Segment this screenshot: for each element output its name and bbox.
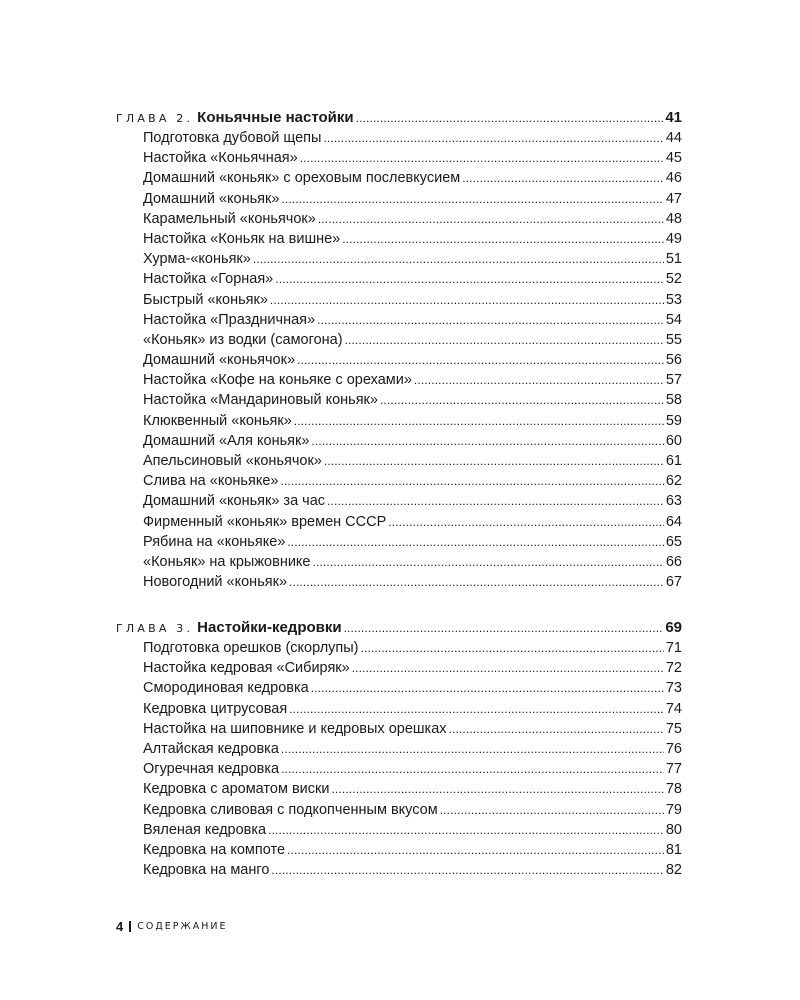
toc-entry[interactable]: [143, 411, 682, 431]
toc-entry[interactable]: [143, 189, 682, 209]
dot-leader: [289, 699, 664, 719]
toc-entry[interactable]: [143, 370, 682, 390]
toc-chapter-3: [116, 618, 682, 880]
entry-title: Настойка на шиповнике и кедровых орешках: [143, 720, 447, 737]
entry-page: 66: [665, 553, 682, 570]
toc-entry[interactable]: [143, 390, 682, 410]
entry-list: [116, 638, 682, 880]
dot-leader: [275, 269, 664, 289]
entry-page: 53: [665, 291, 682, 308]
entry-page: 77: [665, 761, 682, 778]
dot-leader: [294, 411, 664, 431]
entry-page: 82: [665, 862, 682, 879]
toc-entry[interactable]: [143, 739, 682, 759]
entry-page: 75: [665, 720, 682, 737]
dot-leader: [300, 148, 664, 168]
entry-page: 76: [665, 740, 682, 757]
toc-entry[interactable]: [143, 310, 682, 330]
entry-page: 67: [665, 574, 682, 591]
dot-leader: [361, 638, 664, 658]
entry-page: 49: [665, 230, 682, 247]
entry-title: Настойка «Праздничная»: [143, 311, 316, 328]
entry-title: Подготовка орешков (скорлупы): [143, 640, 359, 656]
entry-page: 81: [665, 841, 682, 858]
toc-entry[interactable]: [143, 148, 682, 168]
entry-title: Апельсиновый «коньячок»: [143, 453, 322, 469]
toc-entry[interactable]: [143, 840, 682, 860]
dot-leader: [449, 719, 664, 739]
entry-title: Вяленая кедровка: [143, 821, 267, 838]
entry-page: 57: [665, 372, 682, 389]
dot-leader: [462, 168, 664, 188]
toc-entry[interactable]: [143, 678, 682, 698]
entry-page: 58: [665, 392, 682, 409]
entry-page: 74: [665, 700, 682, 717]
entry-title: «Коньяк» из водки (самогона): [143, 331, 343, 348]
entry-title: Смородиновая кедровка: [143, 680, 309, 697]
toc-entry[interactable]: [143, 229, 682, 249]
toc-entry[interactable]: [143, 290, 682, 310]
toc-entry[interactable]: [143, 249, 682, 269]
toc-entry[interactable]: [143, 451, 682, 471]
toc-entry[interactable]: [143, 719, 682, 739]
dot-leader: [342, 229, 664, 249]
toc-entry[interactable]: [143, 431, 682, 451]
entry-page: 61: [665, 453, 682, 469]
toc-entry[interactable]: [143, 800, 682, 820]
entry-title: Подготовка дубовой щепы: [143, 130, 322, 146]
dot-leader: [270, 290, 664, 310]
entry-page: 44: [665, 130, 682, 146]
toc-entry[interactable]: [143, 860, 682, 880]
entry-title: Настойка «Коньячная»: [143, 150, 298, 167]
entry-title: Настойка «Коньяк на вишне»: [143, 230, 341, 247]
entry-title: Настойка кедровая «Сибиряк»: [143, 660, 350, 677]
dot-leader: [289, 572, 664, 592]
toc-entry[interactable]: [143, 658, 682, 678]
toc-entry[interactable]: [143, 572, 682, 592]
toc-entry[interactable]: [143, 168, 682, 188]
entry-page: 79: [665, 801, 682, 818]
dot-leader: [281, 189, 663, 209]
entry-page: 78: [665, 781, 682, 798]
dot-leader: [344, 618, 664, 638]
toc-entry[interactable]: [143, 269, 682, 289]
toc-entry[interactable]: [143, 699, 682, 719]
dot-leader: [287, 532, 664, 552]
chapter-heading[interactable]: [116, 108, 682, 128]
dot-leader: [388, 512, 664, 532]
entry-page: 54: [665, 311, 682, 328]
dot-leader: [313, 552, 664, 572]
entry-title: Огуречная кедровка: [143, 761, 280, 778]
entry-page: 55: [665, 331, 682, 348]
entry-title: Домашний «Аля коньяк»: [143, 432, 310, 449]
dot-leader: [331, 779, 663, 799]
toc-entry[interactable]: [143, 779, 682, 799]
dot-leader: [352, 658, 664, 678]
entry-title: Кедровка с ароматом виски: [143, 781, 330, 798]
dot-leader: [317, 310, 664, 330]
toc-entry[interactable]: [143, 552, 682, 572]
entry-page: 60: [665, 432, 682, 449]
toc-entry[interactable]: [143, 638, 682, 658]
dot-leader: [281, 759, 664, 779]
entry-title: Новогодний «коньяк»: [143, 574, 288, 591]
toc-entry[interactable]: [143, 330, 682, 350]
dot-leader: [281, 739, 664, 759]
dot-leader: [287, 840, 664, 860]
entry-page: 46: [665, 170, 682, 187]
entry-title: Быстрый «коньяк»: [143, 291, 268, 308]
entry-page: 52: [665, 271, 682, 288]
entry-page: 47: [665, 190, 682, 207]
dot-leader: [440, 800, 664, 820]
entry-page: 63: [665, 493, 682, 510]
toc-entry[interactable]: [143, 532, 682, 552]
entry-page: 73: [665, 680, 682, 697]
toc-entry[interactable]: [143, 128, 682, 148]
entry-title: Домашний «коньяк» за час: [143, 493, 326, 510]
dot-leader: [323, 128, 663, 148]
entry-title: Кедровка на компоте: [143, 841, 286, 858]
toc-entry[interactable]: [143, 820, 682, 840]
dot-leader: [253, 249, 664, 269]
entry-page: 56: [665, 352, 682, 369]
entry-page: 51: [665, 251, 682, 268]
entry-title: Фирменный «коньяк» времен СССР: [143, 513, 387, 530]
entry-title: Настойка «Горная»: [143, 271, 274, 288]
entry-title: «Коньяк» на крыжовнике: [143, 553, 311, 570]
footer-section-label: СОДЕРЖАНИЕ: [137, 921, 228, 932]
toc-chapter-2: [116, 108, 682, 592]
dot-leader: [345, 330, 664, 350]
entry-title: Кедровка на манго: [143, 862, 270, 879]
entry-title: Домашний «коньячок»: [143, 352, 296, 369]
footer-page-number: 4: [116, 919, 124, 934]
entry-title: Карамельный «коньячок»: [143, 210, 316, 227]
entry-list: [116, 128, 682, 592]
dot-leader: [327, 491, 664, 511]
chapter-title: Коньячные настойки: [197, 109, 354, 126]
toc-entry[interactable]: [143, 759, 682, 779]
entry-title: Настойка «Мандариновый коньяк»: [143, 392, 378, 409]
entry-title: Алтайская кедровка: [143, 740, 279, 757]
entry-title: Рябина на «коньяке»: [143, 533, 286, 550]
entry-title: Хурма-«коньяк»: [143, 251, 251, 268]
dot-leader: [280, 471, 663, 491]
chapter-label: ГЛАВА 2.: [116, 112, 194, 125]
dot-leader: [311, 678, 664, 698]
toc-entry[interactable]: [143, 512, 682, 532]
dot-leader: [268, 820, 664, 840]
dot-leader: [318, 209, 664, 229]
entry-page: 71: [665, 640, 682, 656]
footer-divider: [129, 921, 131, 932]
entry-title: Настойка «Кофе на коньяке с орехами»: [143, 372, 412, 389]
dot-leader: [414, 370, 664, 390]
toc-entry[interactable]: [143, 491, 682, 511]
chapter-heading[interactable]: [116, 618, 682, 638]
entry-title: Кедровка цитрусовая: [143, 700, 288, 717]
entry-title: Кедровка сливовая с подкопченным вкусом: [143, 801, 438, 818]
toc-entry[interactable]: [143, 350, 682, 370]
dot-leader: [380, 390, 664, 410]
dot-leader: [324, 451, 664, 471]
entry-title: Слива на «коньяке»: [143, 473, 279, 490]
chapter-label: ГЛАВА 3.: [116, 622, 194, 635]
entry-page: 45: [665, 150, 682, 167]
entry-title: Домашний «коньяк»: [143, 190, 280, 207]
entry-page: 80: [665, 821, 682, 838]
chapter-page: 69: [665, 619, 682, 636]
entry-page: 64: [665, 513, 682, 530]
entry-page: 62: [665, 473, 682, 490]
toc-entry[interactable]: [143, 209, 682, 229]
chapter-title: Настойки-кедровки: [197, 619, 342, 636]
dot-leader: [297, 350, 664, 370]
entry-title: Клюквенный «коньяк»: [143, 412, 292, 429]
toc-entry[interactable]: [143, 471, 682, 491]
entry-title: Домашний «коньяк» с ореховым послевкусием: [143, 170, 461, 187]
chapter-page: 41: [665, 109, 682, 126]
dot-leader: [271, 860, 663, 880]
entry-page: 65: [665, 533, 682, 550]
entry-page: 48: [665, 210, 682, 227]
page-footer: [116, 919, 227, 934]
entry-page: 59: [665, 412, 682, 429]
dot-leader: [356, 108, 664, 128]
entry-page: 72: [665, 660, 682, 677]
dot-leader: [311, 431, 663, 451]
